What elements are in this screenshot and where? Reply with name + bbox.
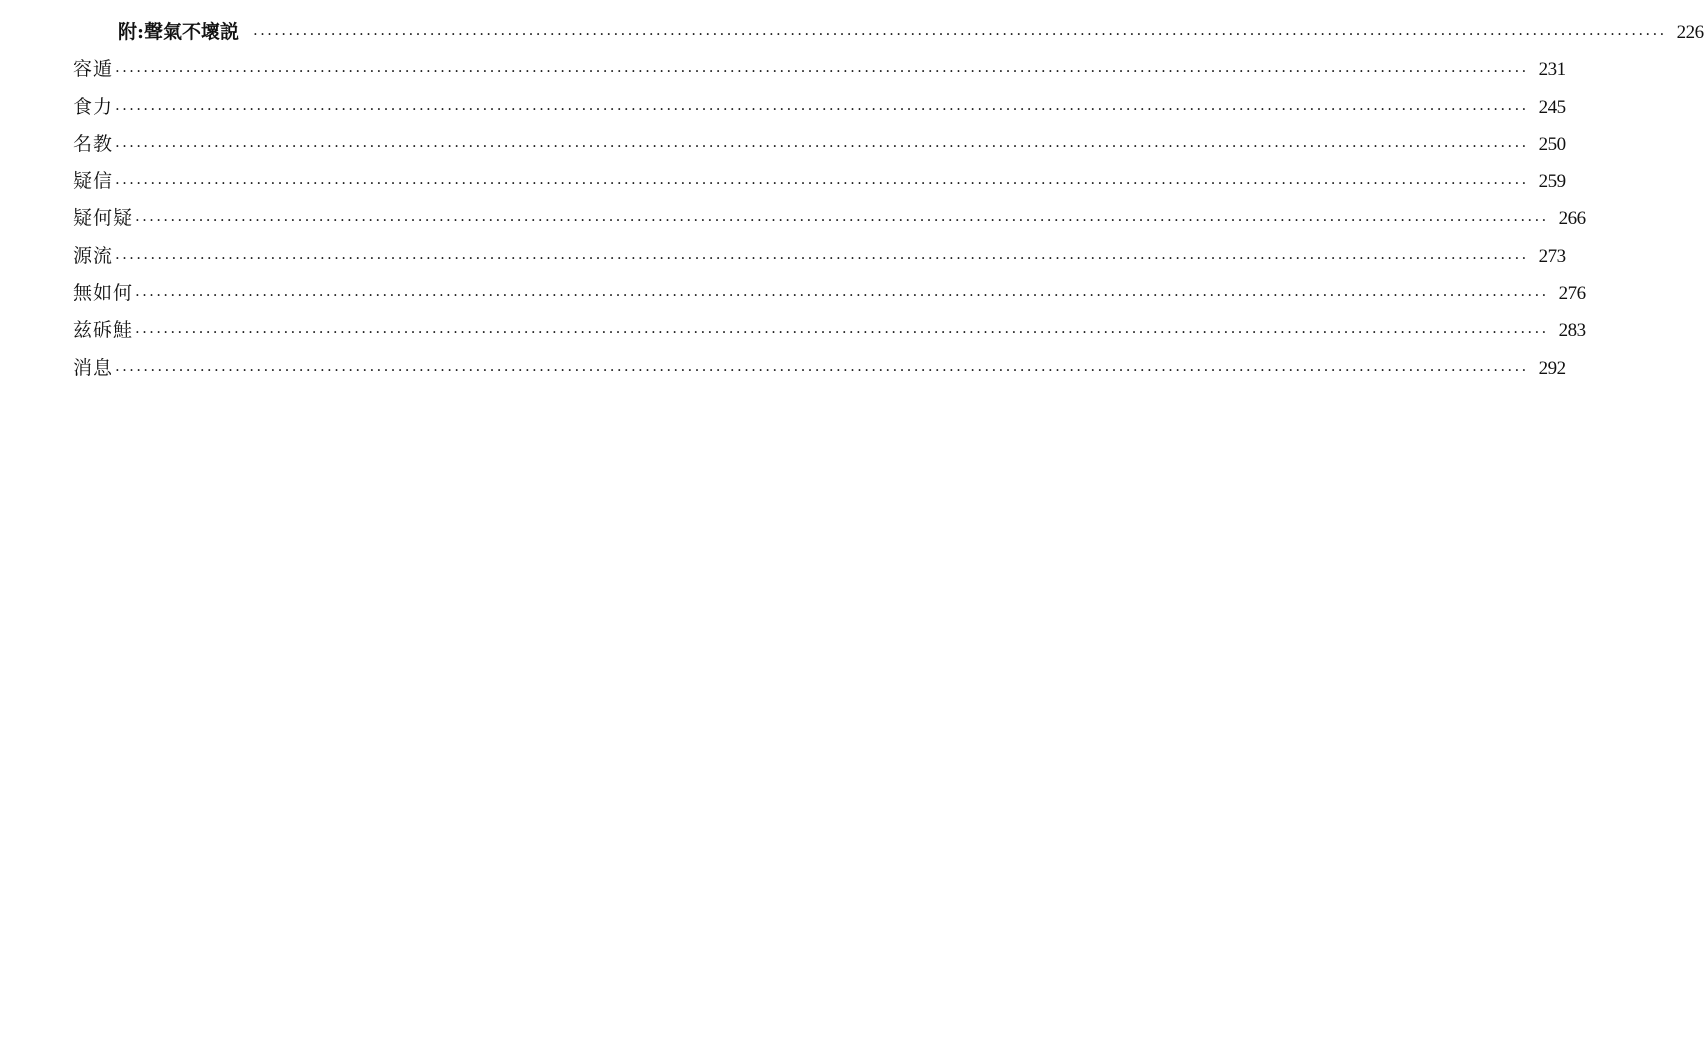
toc-entry-page: 273 bbox=[1538, 245, 1566, 267]
toc-entry-title: 附:聲氣不壞説 bbox=[118, 21, 240, 43]
toc-entry-title: 消息 bbox=[73, 356, 114, 379]
dot-leader: ........................................................................................................................................................................................................ bbox=[135, 319, 1549, 338]
dot-leader: ........................................................................................................................................................................................................ bbox=[115, 170, 1529, 189]
dot-leader: ........................................................................................................................................................................................................ bbox=[253, 21, 1667, 39]
dot-leader: ........................................................................................................................................................................................................ bbox=[115, 58, 1529, 77]
toc-entry bbox=[73, 312, 1586, 349]
dot-leader: ........................................................................................................................................................................................................ bbox=[115, 356, 1529, 375]
dot-leader: ........................................................................................................................................................................................................ bbox=[115, 244, 1529, 263]
toc-entry-title: 疑何疑 bbox=[73, 207, 134, 230]
toc-entry-title: 兹䂨鮭 bbox=[73, 319, 134, 342]
toc-entry-page: 226 bbox=[1676, 22, 1704, 43]
toc-entry-page: 283 bbox=[1558, 320, 1586, 342]
toc-entry-title: 源流 bbox=[73, 244, 114, 267]
dot-leader: ........................................................................................................................................................................................................ bbox=[115, 95, 1529, 114]
toc-entry bbox=[73, 51, 1566, 88]
toc-entry-page: 259 bbox=[1538, 171, 1566, 193]
toc-entry-title: 無如何 bbox=[73, 282, 134, 305]
toc-entry bbox=[73, 275, 1586, 312]
toc-entry-title: 疑信 bbox=[73, 170, 114, 193]
dot-leader: ........................................................................................................................................................................................................ bbox=[135, 207, 1549, 226]
toc-entry-page: 245 bbox=[1538, 96, 1566, 118]
dot-leader: ........................................................................................................................................................................................................ bbox=[135, 282, 1549, 301]
toc-entry bbox=[73, 238, 1566, 275]
toc-entry bbox=[73, 126, 1566, 163]
toc-entry-page: 231 bbox=[1538, 59, 1566, 81]
toc-entry-page: 250 bbox=[1538, 133, 1566, 155]
table-of-contents bbox=[73, 14, 1704, 387]
toc-entry-title: 容遁 bbox=[73, 58, 114, 81]
toc-entry-title: 食力 bbox=[73, 95, 114, 118]
toc-entry bbox=[73, 200, 1586, 237]
toc-entry bbox=[73, 14, 1704, 51]
toc-entry-title: 名教 bbox=[73, 132, 114, 155]
toc-entry-page: 276 bbox=[1558, 283, 1586, 305]
toc-entry bbox=[73, 89, 1566, 126]
toc-entry bbox=[73, 163, 1566, 200]
dot-leader: ........................................................................................................................................................................................................ bbox=[115, 132, 1529, 151]
toc-entry-page: 292 bbox=[1538, 357, 1566, 379]
toc-entry bbox=[73, 350, 1566, 387]
toc-entry-page: 266 bbox=[1558, 208, 1586, 230]
